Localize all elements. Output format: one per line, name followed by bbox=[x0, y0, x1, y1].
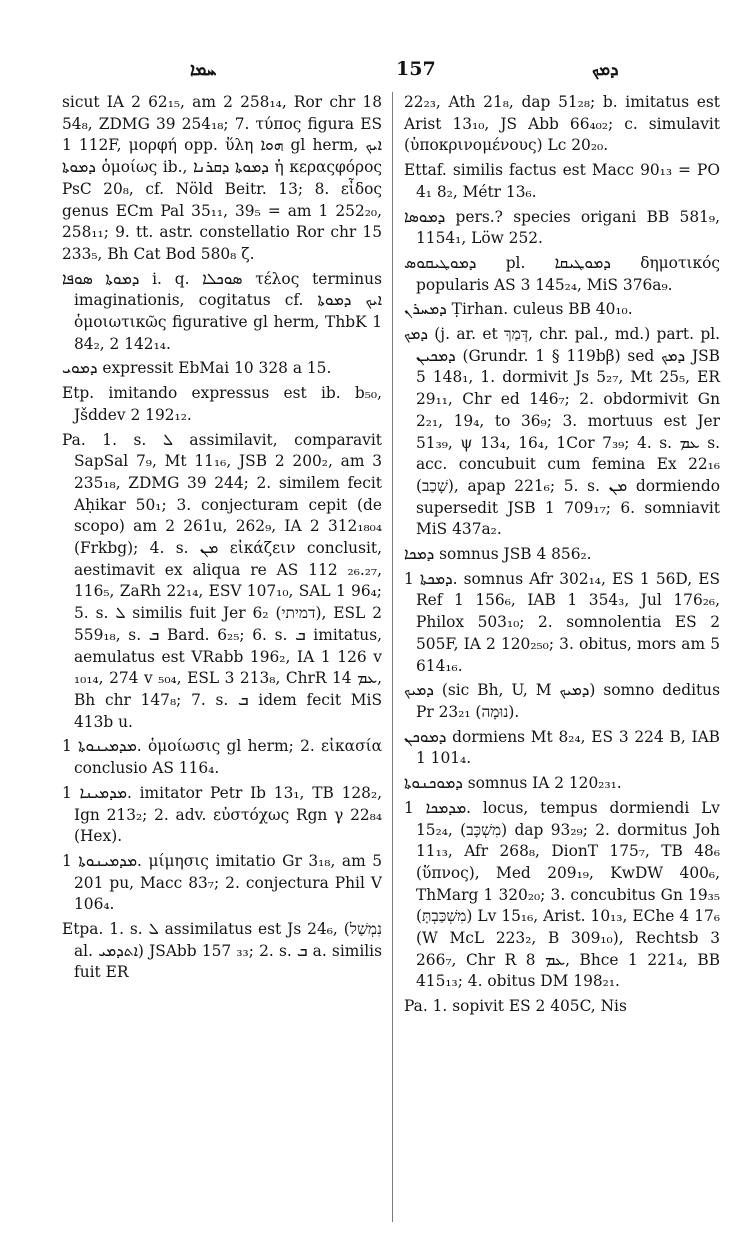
dictionary-entry: ܡܕܡܝܢܐ 1. imitator Petr Ib 13₁, TB 128₂, Ign 213₂; 2. adv. εὐστόχως Rgn γ 22₈₄ (Hex). bbox=[62, 783, 383, 846]
dictionary-entry: ܕܡܝܟ (sic Bh, U, M ܕܡܝܟ) somno deditus Pr 23₂₁ (נוּמָה). bbox=[404, 681, 720, 721]
dictionary-entry: ܡܕܡܝܢܘܬܐ 1. μίμησις imitatio Gr 3₁₈, am 5 201 pu, Macc 83₇; 2. conjectura Phil V 106₄. bbox=[62, 851, 383, 914]
dictionary-entry: ܕܡܟܐ somnus JSB 4 856₂. bbox=[404, 545, 592, 564]
dictionary-entry: 22₂₃, Ath 21₈, dap 51₂₈; b. imitatus est Arist 13₁₀, JS Abb 66₄₀₂; c. simulavit (ὑποκρινομένους) Lc 20₂₀. bbox=[404, 93, 720, 155]
dictionary-entry: ܡܕܡܝܢܘܬܐ 1. ὁμοίωσις gl herm; 2. εἰκασία conclusio AS 116₄. bbox=[62, 737, 383, 778]
dictionary-entry: ܕܡܘܣܐ pers.? species origani BB 581₉, 1154₁, Löw 252. bbox=[404, 207, 720, 248]
dictionary-entry: Etp. imitando expressus est ib. b₅₀, Jšddev 2 192₁₂. bbox=[62, 384, 382, 424]
left-column bbox=[62, 92, 382, 987]
dictionary-entry: Ettaf. similis factus est Macc 90₁₃ = PO 4₁ 8₂, Métr 13₆. bbox=[404, 161, 720, 201]
dictionary-entry: ܕܡܟ (j. ar. et דְּמַךְ, chr. pal., md.) part. pl. ܕܡܟܝܢ (Grundr. 1 § 119bβ) sed ܕܡܟ JSB 5 148₁, 1. dormivit Js 5₂₇, Mt 25₅, ER 29₁₁, Chr ed 146₇; 2. obdormivit Gn 2₂₁, 19₄, to 36₉; 3. mortuus est Jer 51₃₉, ψ 13₄, 16₄, 1Cor 7₃₉; 4. s. ܥܡ s. acc. concubuit cum femina Ex 22₁₆ (שָׁכַב), apap 221₆; 5. s. ܡܢ dormiendo supersedit JSB 1 709₁₇; 6. somniavit MiS 437a₂. bbox=[404, 325, 721, 539]
dictionary-entry: Pa. 1. s. ܠ assimilavit, comparavit SapSal 7₉, Mt 11₁₆, JSB 2 200₂, am 3 235₁₈, ZDMG 39 244; 2. similem fecit Aḥikar 50₁; 3. conjecturam cepit (de scopo) am 2 261u, 262₉, IA 2 312₁₈₀₄ (Frkbg); 4. s. ܡܢ εἰκάζειν conclusit, aestimavit ex aliqua re AS 112 ₂₆.₂₇, 116₅, ZaRh 22₁₄, ESV 107₁₀, SAL 1 96₄; 5. s. ܠ similis fuit Jer 6₂ (דמיתי), ESL 2 559₁₈, s. ܒ Bard. 6₂₅; 6. s. ܒ imitatus, aemulatus est VRabb 196₂, IA 1 126 v ₁₀₁₄, 274 v ₅₀₄, ESL 3 213₈, ChrR ܥܡ 14, Bh chr 147₈; 7. s. ܒ idem fecit MiS 413b u. bbox=[62, 430, 383, 731]
running-head-left: ܚܡܐ bbox=[190, 60, 217, 80]
running-head-right: ܕܡܟ bbox=[592, 60, 619, 80]
dictionary-entry: ܕܡܟܬܐ 1. somnus Afr 302₁₄, ES 1 56D, ES Ref 1 156₆, IAB 1 354₃, Jul 176₂₆, Philox 503₁₀; 2. somnolentia ES 2 505F, IA 2 120₂₅₀; 3. obitus, mors am 5 614₁₆. bbox=[404, 569, 720, 675]
dictionary-entry: ܕܡܘܛܝܩܘܣ pl. ܕܡܘܛܝܩܐ δημοτικός popularis AS 3 145₂₄, MiS 376a₉. bbox=[404, 253, 721, 294]
dictionary-entry: ܕܡܘܟܢܘܬܐ somnus IA 2 120₂₃₁. bbox=[404, 774, 622, 793]
dictionary-entry: Pa. 1. sopivit ES 2 405C, Nis bbox=[404, 997, 627, 1016]
page-number: 157 bbox=[396, 58, 436, 80]
dictionary-entry: sicut IA 2 62₁₅, am 2 258₁₄, Ror chr 18 54₈, ZDMG 39 254₁₈; 7. τύπος figura ES 1 112F, μορφή opp. ὕλη ܗܘܐ gl herm, ܐܝܟ ܕܡܘܬܐ ὁμοίως ib., ܕܡܘܬܐ ܕܩܪܢܐ ἡ κεραςφόρος PsC 20₈, cf. Nöld Beitr. 13; 8. εἶδος genus ECm Pal 35₁₁, 39₅ = am 1 252₂₀, 258₁₁; 9. tt. astr. constellatio Ror chr 15 233₅, Bh Cat Bod 580₈ ζ. bbox=[62, 93, 382, 263]
column-divider bbox=[392, 92, 393, 1222]
dictionary-entry: ܕܡܘܟܢ dormiens Mt 8₂₄, ES 3 224 B, IAB 1 101₄. bbox=[404, 727, 720, 768]
dictionary-entry: ܕܡܘܬܐ ܣܘܦܐ i. q. ܣܘܟܠܐ τέλος terminus imaginationis, cogitatus cf. ܐܝܟ ܕܡܘܬܐ ὁμοιωτικῶς figurative gl herm, ThbK 1 84₂, 2 142₁₄. bbox=[62, 269, 382, 353]
dictionary-entry: ܕܡܚܪܢ Ṭirhan. culeus BB 40₁₀. bbox=[404, 300, 633, 319]
dictionary-entry: ܕܡܘܝ expressit EbMai 10 328 a 15. bbox=[62, 359, 332, 378]
right-column bbox=[404, 92, 720, 1021]
dictionary-entry: ܡܕܡܟܐ 1. locus, tempus dormiendi Lv 15₂₄, (מִשְׁכָּב) dap 93₂₉; 2. dormitus Joh 11₁₃, Afr 268₈, DionT 175₇, TB 48₆ (ὕπνος), Med 209₁₉, KwDW 400₆, ThMarg 1 320₂₀; 3. concubitus Gn 19₃₅ (מִשְׁכַּבְתָּ) Lv 15₁₆, Arist. 10₁₃, EChe 4 17₆ (W McL 223₂, B 309₁₀), Rechtsb 3 266₇, Chr R ܥܡ 8, Bhce 1 221₄, BB 415₁₃; 4. obitus DM 198₂₁. bbox=[404, 798, 721, 991]
dictionary-entry: Etpa. 1. s. ܠ assimilatus est Js 24₆, (נִמְשַׁל al. ܐܬܕܡܝ) JSAbb 157 ₃₃; 2. s. ܒ a. similis fuit ER bbox=[62, 920, 382, 982]
page-header bbox=[60, 58, 720, 84]
